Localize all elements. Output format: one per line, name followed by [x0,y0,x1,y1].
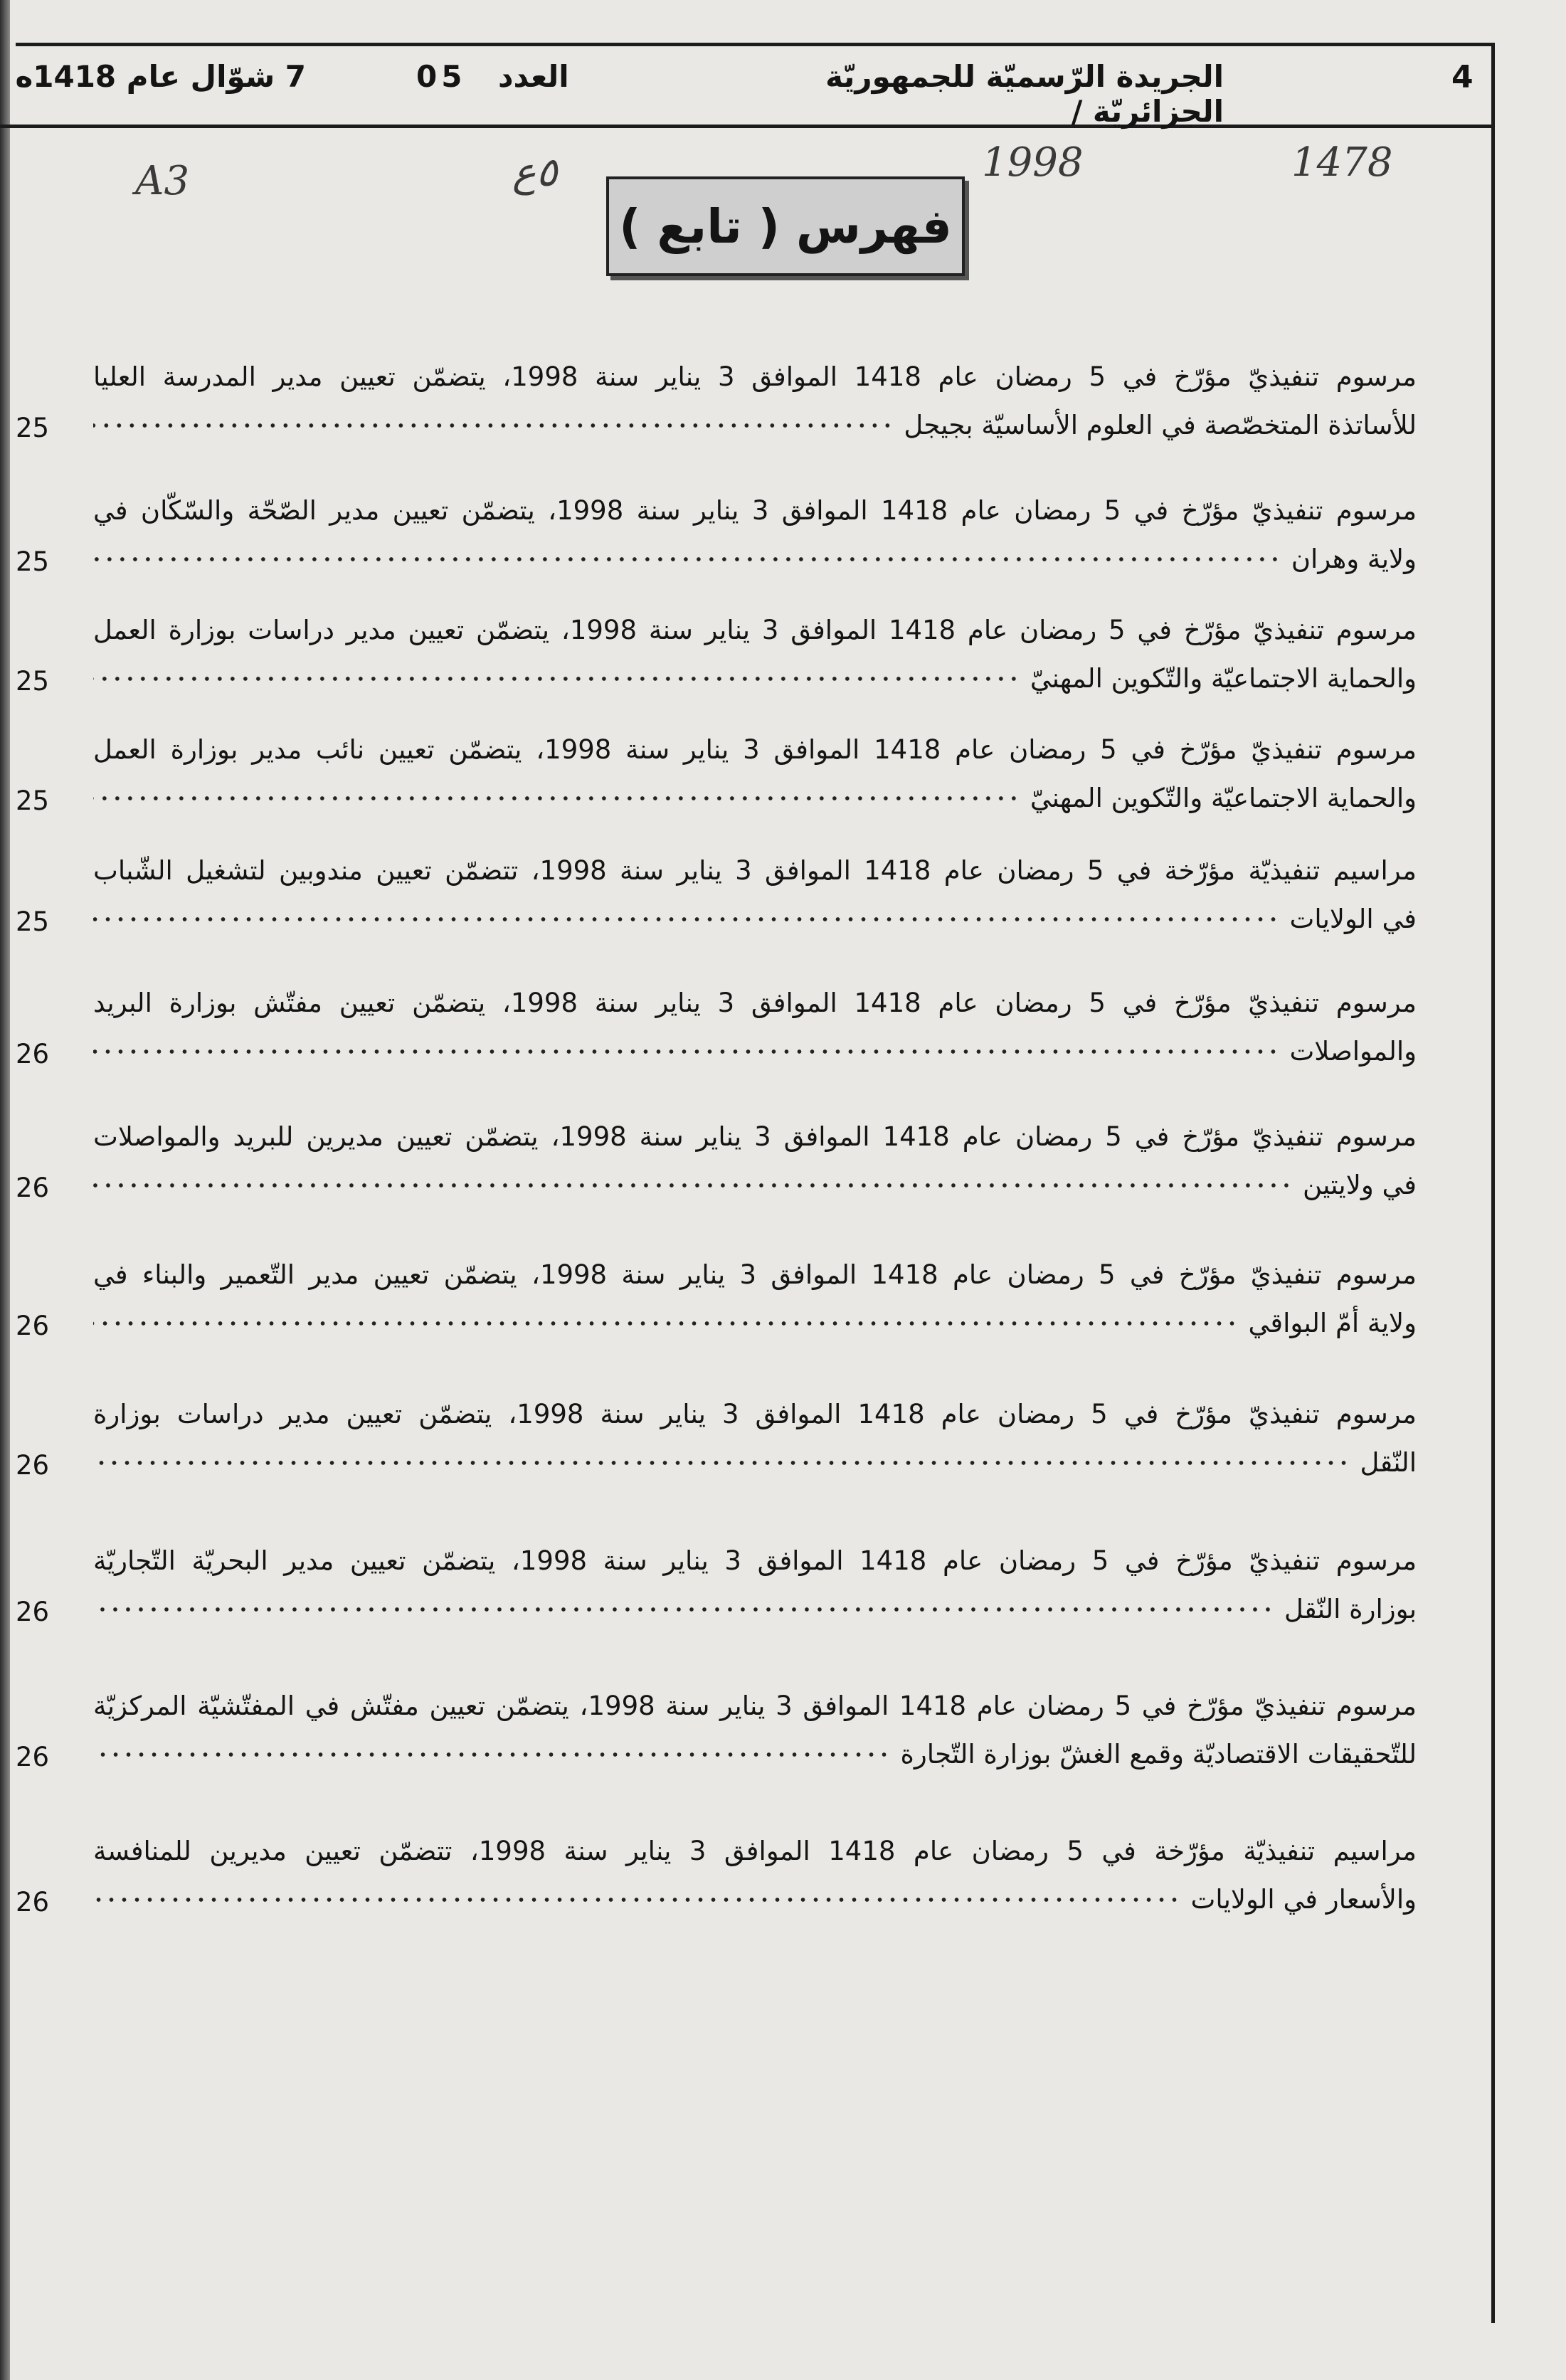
entry-page-number: 25 [16,413,50,443]
entry-text-line: في ولايتين [1302,1170,1417,1200]
entry-text-line: مرسوم تنفيذيّ مؤرّخ في 5 رمضان عام 1418 الموافق 3 يناير سنة 1998، يتضمّن تعيين مدير المدرسة العليا [93,361,1417,392]
entry-page-number: 25 [16,786,50,816]
entry-text-line: والحماية الاجتماعيّة والتّكوين المهنيّ [1030,783,1417,813]
entry-text-line: مرسوم تنفيذيّ مؤرّخ في 5 رمضان عام 1418 الموافق 3 يناير سنة 1998، يتضمّن تعيين نائب مدير بوزارة العمل [93,734,1417,765]
toc-entry [0,610,1566,731]
entry-page-number: 25 [16,906,50,937]
gazette-title: الجريدة الرّسميّة للجمهوريّة الجزائريّة / [825,59,1224,129]
entry-text-line: مرسوم تنفيذيّ مؤرّخ في 5 رمضان عام 1418 الموافق 3 يناير سنة 1998، يتضمّن تعيين مفتّش بوزارة البريد [93,988,1417,1018]
toc-entry [0,1255,1566,1376]
leader-dots [93,1752,891,1757]
leader-dots [93,423,894,428]
leader-dots [93,557,1281,561]
entry-page-number: 26 [16,1311,50,1341]
leader-dots [93,677,1020,681]
entry-text-line: ولاية أمّ البواقي [1248,1308,1417,1338]
toc-entry [0,730,1566,851]
entry-page-number: 26 [16,1742,50,1772]
entry-page-number: 26 [16,1039,50,1069]
toc-entry [0,1831,1566,1952]
toc-entry [0,491,1566,612]
handwritten-note: ٥ع [512,149,558,196]
entry-page-number: 25 [16,666,50,697]
leader-dots [93,917,1280,921]
entry-text-line: مرسوم تنفيذيّ مؤرّخ في 5 رمضان عام 1418 الموافق 3 يناير سنة 1998، يتضمّن تعيين مديرين للبريد والمواصلات [93,1121,1417,1152]
section-title-box [606,176,965,276]
leader-dots [93,1607,1274,1612]
entry-text-line: مراسيم تنفيذيّة مؤرّخة في 5 رمضان عام 1418 الموافق 3 يناير سنة 1998، تتضمّن تعيين مندوبين لتشغيل الشّباب [93,855,1417,886]
entry-text-line: والحماية الاجتماعيّة والتّكوين المهنيّ [1030,663,1417,694]
toc-entry [0,983,1566,1104]
entry-text-line: مرسوم تنفيذيّ مؤرّخ في 5 رمضان عام 1418 الموافق 3 يناير سنة 1998، يتضمّن تعيين مدير دراسات بوزارة العمل [93,615,1417,645]
page-number: 4 [1451,59,1474,95]
entry-page-number: 26 [16,1450,50,1481]
entry-text-line: في الولايات [1289,904,1417,934]
entry-text-line: مرسوم تنفيذيّ مؤرّخ في 5 رمضان عام 1418 الموافق 3 يناير سنة 1998، يتضمّن تعيين مفتّش في المفتّشيّة المركزيّة [93,1691,1417,1721]
toc-entry [0,1117,1566,1238]
entry-text-line: والمواصلات [1289,1036,1417,1067]
entry-text-line: ولاية وهران [1291,544,1417,574]
issue-label: العدد [498,59,569,94]
entry-text-line: مراسيم تنفيذيّة مؤرّخة في 5 رمضان عام 1418 الموافق 3 يناير سنة 1998، تتضمّن تعيين مديرين للمنافسة [93,1836,1417,1866]
entry-page-number: 25 [16,546,50,577]
handwritten-note: 1998 [982,139,1084,186]
toc-entry [0,357,1566,478]
entry-page-number: 26 [16,1597,50,1627]
handwritten-note: A3 [135,158,190,204]
leader-dots [93,796,1020,800]
entry-page-number: 26 [16,1173,50,1203]
leader-dots [93,1183,1293,1188]
leader-dots [93,1461,1350,1465]
issue-number: 05 [416,59,467,94]
entry-text-line: للأساتذة المتخصّصة في العلوم الأساسيّة بجيجل [904,410,1417,440]
entry-text-line: بوزارة النّقل [1284,1594,1417,1624]
toc-entry [0,1686,1566,1807]
entry-text-line: للتّحقيقات الاقتصاديّة وقمع الغشّ بوزارة التّجارة [900,1739,1417,1770]
entry-page-number: 26 [16,1887,50,1918]
entry-text-line: مرسوم تنفيذيّ مؤرّخ في 5 رمضان عام 1418 الموافق 3 يناير سنة 1998، يتضمّن تعيين مدير التّعمير والبناء في [93,1259,1417,1290]
entry-text-line: والأسعار في الولايات [1190,1884,1417,1915]
handwritten-note: 1478 [1291,139,1393,186]
leader-dots [93,1898,1181,1902]
toc-entry [0,1541,1566,1662]
toc-entry [0,1395,1566,1516]
leader-dots [93,1049,1279,1054]
entry-text-line: مرسوم تنفيذيّ مؤرّخ في 5 رمضان عام 1418 الموافق 3 يناير سنة 1998، يتضمّن تعيين مدير البحريّة التّجاريّة [93,1545,1417,1576]
leader-dots [93,1321,1239,1326]
issue-date: 7 شوّال عام 1418ه [15,59,306,94]
entry-text-line: مرسوم تنفيذيّ مؤرّخ في 5 رمضان عام 1418 الموافق 3 يناير سنة 1998، يتضمّن تعيين مدير دراسات بوزارة [93,1399,1417,1429]
entry-text-line: مرسوم تنفيذيّ مؤرّخ في 5 رمضان عام 1418 الموافق 3 يناير سنة 1998، يتضمّن تعيين مدير الصّحّة والسّكّان في [93,495,1417,526]
entry-text-line: النّقل [1360,1447,1417,1478]
page-header [0,46,1491,128]
section-title: فهرس ( تابع ) [619,199,952,254]
toc-entry [0,851,1566,972]
